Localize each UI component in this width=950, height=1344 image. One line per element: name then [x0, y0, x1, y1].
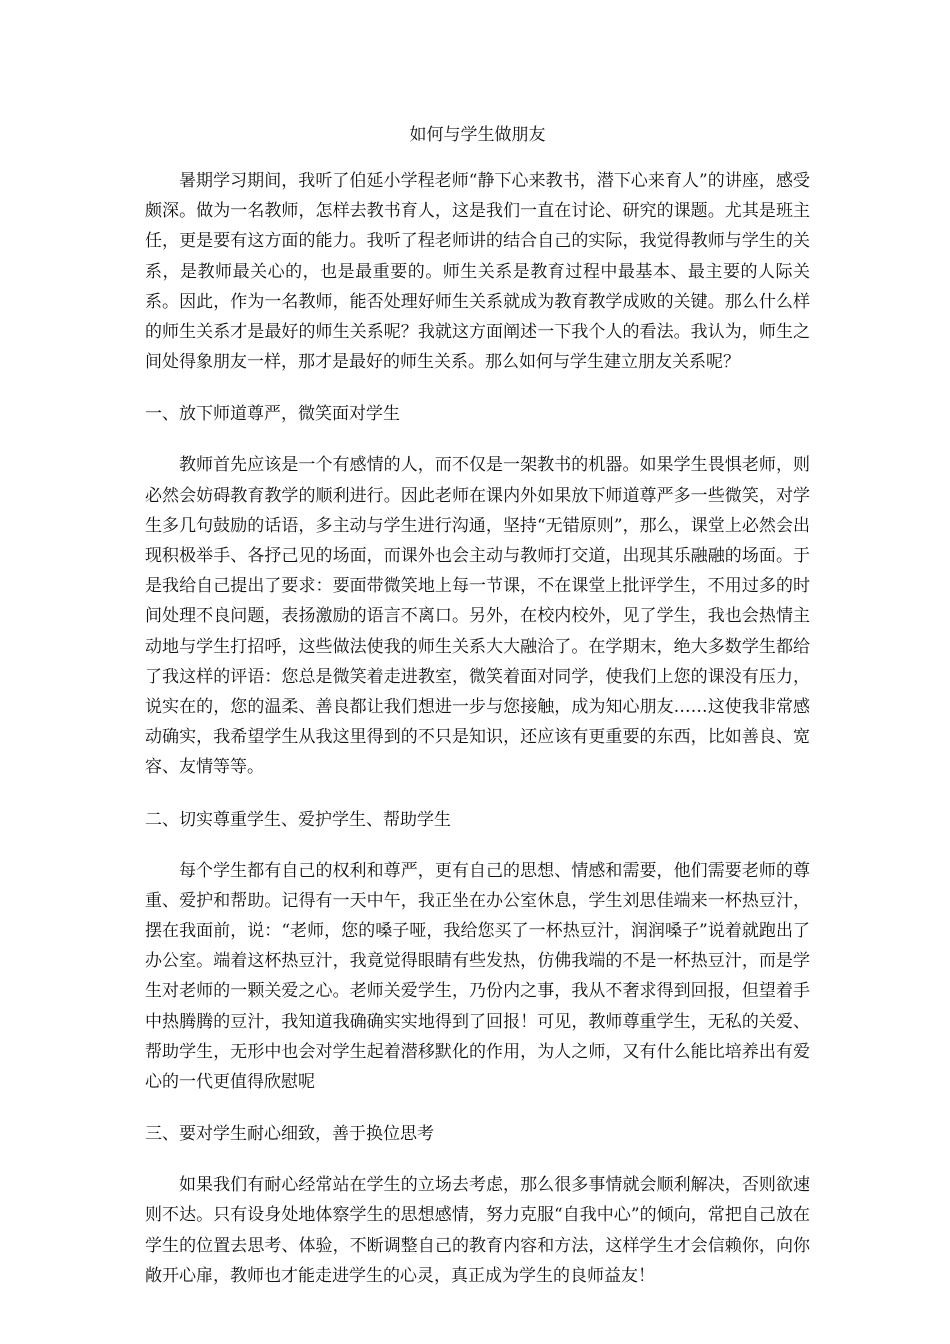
section-3-heading: 三、要对学生耐心细致，善于换位思考: [145, 1124, 434, 1145]
document-title: 如何与学生做朋友: [409, 125, 546, 145]
section-1-heading: 一、放下师道尊严，微笑面对学生: [145, 404, 400, 425]
intro-paragraph: 暑期学习期间，我听了伯延小学程老师“静下心来教书，潜下心来育人”的讲座，感受颇深。做为一名教师，怎样去教书育人，这是我们一直在讨论、研究的课题。尤其是班主任，更是要有这方面的能力。我听了程老师讲的结合自己的实际，我觉得教师与学生的关系，是教师最关心的，也是最重要的。师生关系是教育过程中最基本、最主要的人际关系。因此，作为一名教师，能否处理好师生关系就成为教育教学成败的关键。那么什么样的师生关系才是最好的师生关系呢？我就这方面阐述一下我个人的看法。我认为，师生之间处得象朋友一样，那才是最好的师生关系。那么如何与学生建立朋友关系呢？: [145, 171, 810, 373]
section-2-body: 每个学生都有自己的权利和尊严，更有自己的思想、情感和需要，他们需要老师的尊重、爱护和帮助。记得有一天中午，我正坐在办公室休息，学生刘思佳端来一杯热豆汁，摆在我面前，说：“老师，您的嗓子哑，我给您买了一杯热豆汁，润润嗓子”说着就跑出了办公室。端着这杯热豆汁，我竟觉得眼睛有些发热，仿佛我端的不是一杯热豆汁，而是学生对老师的一颗关爱之心。老师关爱学生，乃份内之事，我从不奢求得到回报，但望着手中热腾腾的豆汁，我知道我确确实实地得到了回报！可见，教师尊重学生，无私的关爱、帮助学生，无形中也会对学生起着潜移默化的作用，为人之师，又有什么能比培养出有爱心的一代更值得欣慰呢: [145, 860, 810, 1093]
section-1-body: 教师首先应该是一个有感情的人，而不仅是一架教书的机器。如果学生畏惧老师，则必然会妨碍教育教学的顺利进行。因此老师在课内外如果放下师道尊严多一些微笑，对学生多几句鼓励的话语，多主动与学生进行沟通，坚持“无错原则”，那么，课堂上必然会出现积极举手、各抒己见的场面，而课外也会主动与教师打交道，出现其乐融融的场面。于是我给自己提出了要求：要面带微笑地上每一节课，不在课堂上批评学生，不用过多的时间处理不良问题，表扬激励的语言不离口。另外，在校内校外，见了学生，我也会热情主动地与学生打招呼，这些做法使我的师生关系大大融洽了。在学期末，绝大多数学生都给了我这样的评语：您总是微笑着走进教室，微笑着面对同学，使我们上您的课没有压力，说实在的，您的温柔、善良都让我们想进一步与您接触，成为知心朋友……这使我非常感动确实，我希望学生从我这里得到的不只是知识，还应该有更重要的东西，比如善良、宽容、友情等等。: [145, 455, 810, 778]
document-page: [145, 120, 810, 1291]
section-2-heading: 二、切实尊重学生、爱护学生、帮助学生: [145, 809, 451, 830]
section-3-body: 如果我们有耐心经常站在学生的立场去考虑，那么很多事情就会顺利解决，否则欲速则不达。只有设身处地体察学生的思想感情，努力克服“自我中心”的倾向，常把自己放在学生的位置去思考、体验，不断调整自己的教育内容和方法，这样学生才会信赖你，向你敞开心扉，教师也才能走进学生的心灵，真正成为学生的良师益友！: [145, 1175, 810, 1286]
